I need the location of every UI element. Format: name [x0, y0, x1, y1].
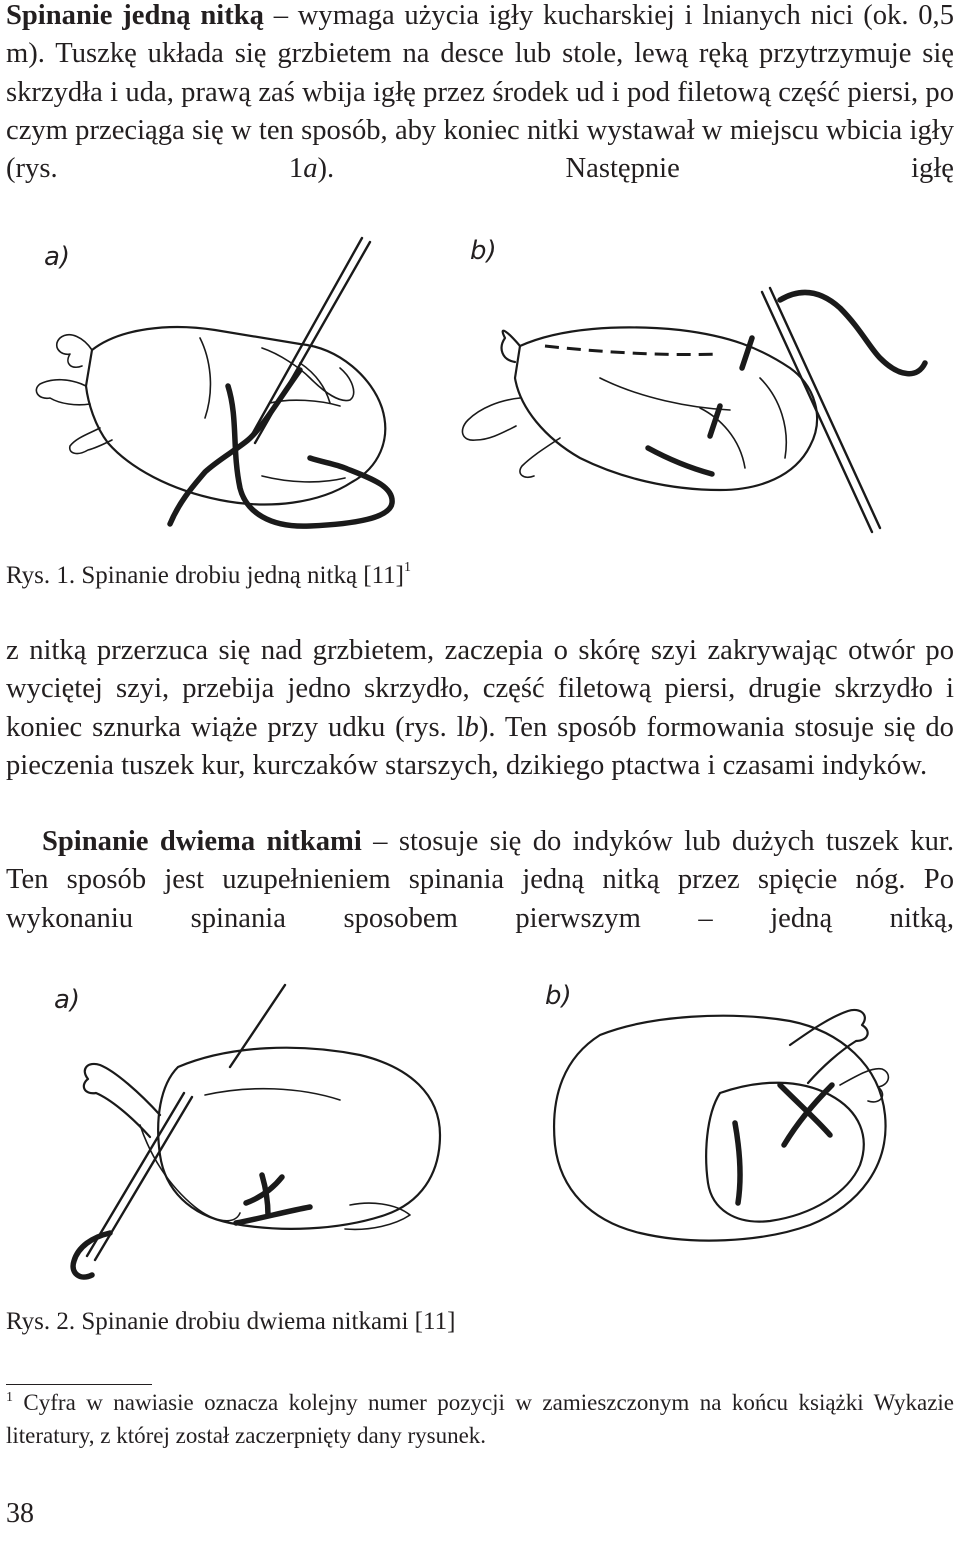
- thread-1b-stitch-1: [742, 338, 752, 368]
- figure-2-drawing: [0, 975, 960, 1295]
- needle-2a-edge: [87, 1093, 184, 1256]
- figure-1-caption-text: Rys. 1. Spinanie drobiu jedną nitką [11]: [6, 562, 405, 589]
- needle-2a-top: [230, 985, 285, 1067]
- figure-2-caption: Rys. 2. Spinanie drobiu dwiema nitkami [11]: [6, 1308, 456, 1335]
- paragraph-text-end: ). Ten sposób formowania stosuje się do pieczenia tuszek kur, kurczaków starszych, dzikiego ptactwa i czasami indyków.: [6, 711, 954, 781]
- paragraph-single-thread: [6, 0, 954, 188]
- term-single-thread: Spinanie jedną nitką: [6, 0, 264, 31]
- chicken-1b-illustration: [462, 327, 817, 490]
- thread-1b-stitch-3: [648, 448, 712, 474]
- thread-1b: [780, 292, 925, 373]
- figure-1: [0, 228, 960, 558]
- footnote: [6, 1386, 954, 1452]
- chicken-1a-illustration: [36, 327, 385, 504]
- paragraph-text: z nitką przerzuca się nad grzbietem, zaczepia o skórę szyi zakrywając otwór po wyciętej szyi, przebija jedno skrzydło, część filetową piersi, drugie skrzydło i koniec sznurka wiąże przy udku (rys. l: [6, 635, 954, 743]
- figure-2: [0, 975, 960, 1295]
- footnote-divider: [6, 1384, 152, 1385]
- footnote-ref: 1: [404, 560, 412, 575]
- figure-2-label-a: a): [54, 985, 81, 1015]
- paragraph-text: – stosuje się do indyków lub dużych tuszek kur. Ten sposób jest uzupełnieniem spinania jedną nitką przez spięcie nóg. Po wykonaniu spinania sposobem pierwszym – jedną nitką,: [6, 826, 954, 934]
- paragraph-text-end: ). Następnie igłę: [317, 153, 954, 185]
- paragraph-two-threads: [6, 823, 954, 938]
- needle-1b: [770, 288, 880, 528]
- thread-2a-end: [73, 1233, 110, 1277]
- paragraph-text: – wymaga użycia igły kucharskiej i lnianych nici (ok. 0,5 m). Tuszkę układa się grzbietem na desce lub stole, lewą ręką przytrzymuje się skrzydła i uda, prawą zaś wbija igłę przez środek ud i pod filetową część piersi, po czym przeciąga się w ten sposób, aby koniec nitki wystawał w miejscu wbicia igły (rys. 1: [6, 0, 954, 185]
- turkey-2a-illustration: [84, 1048, 440, 1230]
- paragraph-single-thread-continued: [6, 632, 954, 785]
- thread-2b-cross: [780, 1085, 832, 1145]
- page-number: 38: [6, 1498, 34, 1529]
- footnote-text: Cyfra w nawiasie oznacza kolejny numer pozycji w zamieszczonym na końcu książki Wykazie literatury, z której został zaczerpnięty dany rysunek.: [6, 1390, 954, 1448]
- footnote-marker: 1: [6, 1390, 13, 1405]
- figure-2-label-b: b): [545, 981, 572, 1011]
- figure-1-label-b: b): [470, 236, 497, 266]
- figure-1-label-a: a): [44, 242, 71, 272]
- thread-2b-stitch: [735, 1123, 740, 1203]
- italic-ref: a: [303, 153, 318, 185]
- italic-ref: b: [464, 711, 479, 743]
- figure-1-drawing: [0, 228, 960, 558]
- term-two-threads: Spinanie dwiema nitkami: [42, 826, 362, 857]
- turkey-2b-illustration: [554, 1010, 888, 1241]
- thread-2a-knot: [236, 1175, 310, 1223]
- figure-1-caption: [6, 561, 411, 591]
